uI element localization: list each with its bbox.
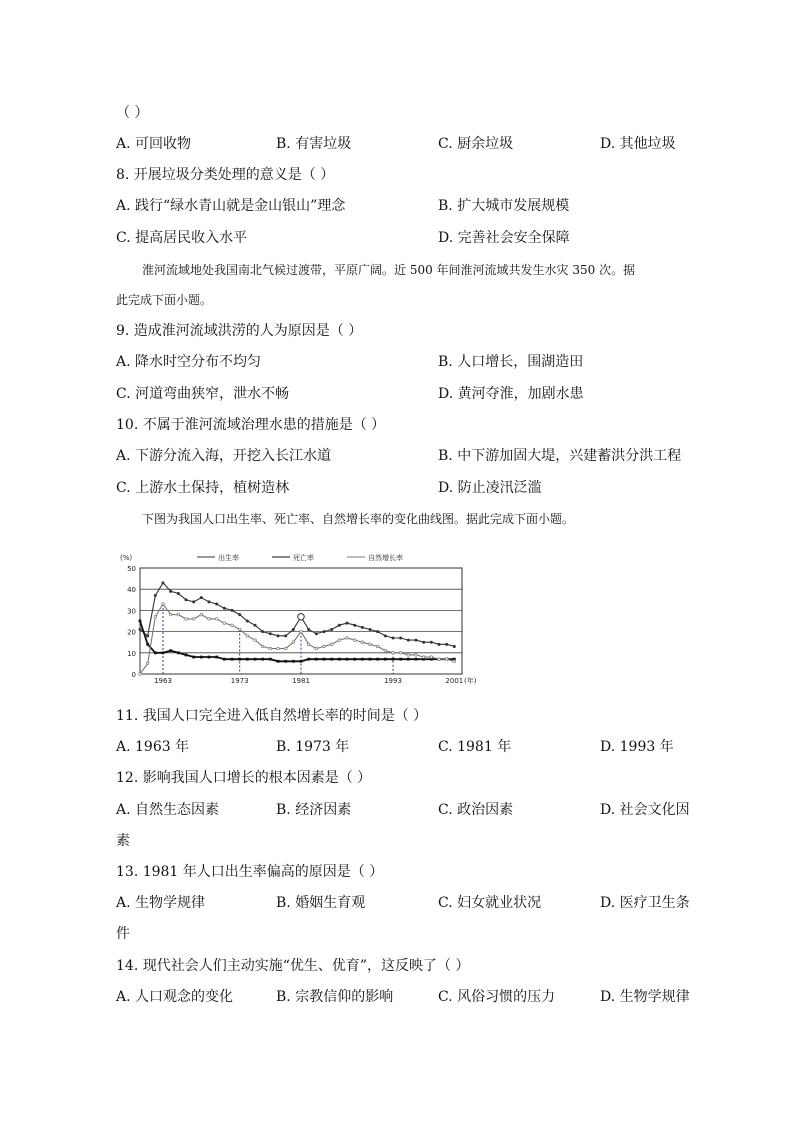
q7-option-b: B. 有害垃圾 (276, 136, 352, 152)
data-point-birth (376, 630, 379, 633)
data-point-birth (453, 645, 456, 648)
q8-option-b: B. 扩大城市发展规模 (438, 198, 570, 214)
legend-label: 死亡率 (293, 554, 314, 562)
q13-option-d: D. 医疗卫生条 (600, 895, 690, 911)
data-point-growth (277, 647, 280, 650)
data-point-growth (361, 641, 364, 644)
passage-population-line1: 下图为我国人口出生率、死亡率、自然增长率的变化曲线图。据此完成下面小题。 (142, 512, 575, 526)
data-point-birth (284, 634, 287, 637)
q14-option-c: C. 风俗习惯的压力 (438, 989, 556, 1005)
data-point-death (361, 658, 364, 661)
data-point-birth (277, 634, 280, 637)
data-point-growth (292, 641, 295, 644)
data-point-death (330, 658, 333, 661)
data-point-death (353, 658, 356, 661)
data-point-birth (162, 581, 165, 584)
data-point-death (392, 658, 395, 661)
data-point-growth (438, 658, 441, 661)
q13-option-b: B. 婚姻生育观 (276, 895, 366, 911)
data-point-birth (338, 624, 341, 627)
data-point-death (162, 651, 165, 654)
x-tick-label: 1963 (154, 677, 172, 685)
q11-option-a: A. 1963 年 (116, 739, 190, 755)
data-point-death (399, 658, 402, 661)
data-point-birth (215, 603, 218, 606)
data-point-death (300, 660, 303, 663)
data-point-death (208, 656, 211, 659)
data-point-birth (399, 636, 402, 639)
data-point-birth (146, 634, 149, 637)
data-point-growth (223, 622, 226, 625)
data-point-death (185, 654, 188, 657)
q7-option-d: D. 其他垃圾 (600, 136, 676, 152)
data-point-death (277, 660, 280, 663)
q8-option-d: D. 完善社会安全保障 (438, 230, 570, 246)
data-point-birth (223, 607, 226, 610)
q11-option-d: D. 1993 年 (600, 739, 674, 755)
data-point-growth (422, 656, 425, 659)
y-axis-label: (%) (120, 554, 133, 562)
q11-option-c: C. 1981 年 (438, 739, 512, 755)
data-point-death (246, 658, 249, 661)
data-point-death (307, 658, 310, 661)
data-point-death (292, 660, 295, 663)
data-point-birth (139, 628, 142, 631)
q14-option-b: B. 宗教信仰的影响 (276, 989, 394, 1005)
data-point-death (346, 658, 349, 661)
data-point-growth (369, 643, 372, 646)
data-point-birth (246, 620, 249, 623)
data-point-growth (169, 613, 172, 616)
series-line (140, 604, 454, 674)
y-tick-label: 20 (127, 628, 136, 637)
q12-option-a: A. 自然生态因素 (116, 802, 220, 818)
x-tick-label: 2001 (445, 677, 464, 685)
data-point-growth (407, 654, 410, 657)
data-point-growth (376, 645, 379, 648)
q14-option-a: A. 人口观念的变化 (116, 989, 234, 1005)
plot-frame (140, 568, 462, 674)
data-point-death (323, 658, 326, 661)
data-point-growth (246, 635, 249, 638)
q10-stem: 10. 不属于淮河流域治理水患的措施是（ ） (116, 417, 386, 433)
data-point-growth (238, 628, 241, 631)
data-point-death (200, 656, 203, 659)
data-point-growth (185, 618, 188, 621)
data-point-death (369, 658, 372, 661)
q12-option-c: C. 政治因素 (438, 802, 514, 818)
y-tick-label: 0 (131, 671, 136, 679)
data-point-birth (169, 590, 172, 593)
data-point-growth (261, 645, 264, 648)
q8-option-a: A. 践行“绿水青山就是金山银山”理念 (116, 198, 346, 214)
data-point-growth (254, 639, 257, 642)
q7-option-a: A. 可回收物 (116, 136, 192, 152)
data-point-growth (445, 658, 448, 661)
data-point-birth (361, 626, 364, 629)
q13-stem: 13. 1981 年人口出生率偏高的原因是（ ） (116, 864, 384, 880)
x-tick-label: 1981 (292, 677, 310, 685)
data-point-death (415, 658, 418, 661)
data-point-growth (399, 652, 402, 655)
data-point-death (223, 658, 226, 661)
data-point-birth (323, 630, 326, 633)
data-point-growth (315, 647, 318, 650)
data-point-death (215, 656, 218, 659)
x-tick-label: 1973 (230, 677, 249, 685)
data-point-death (376, 658, 379, 661)
q7-option-c: C. 厨余垃圾 (438, 136, 514, 152)
x-tick-label: 1993 (384, 677, 402, 685)
q13-option-c: C. 妇女就业状况 (438, 895, 542, 911)
data-point-growth (330, 643, 333, 646)
data-point-birth (315, 632, 318, 635)
data-point-birth (407, 639, 410, 642)
q14-stem: 14. 现代社会人们主动实施“优生、优育”，这反映了（ ） (116, 958, 470, 974)
data-point-growth (208, 618, 211, 621)
data-point-death (338, 658, 341, 661)
data-point-birth (346, 622, 349, 625)
legend-label: 自然增长率 (368, 554, 403, 562)
data-point-birth (292, 628, 295, 631)
data-point-birth (438, 643, 441, 646)
y-tick-label: 30 (127, 607, 136, 616)
q10-option-b: B. 中下游加固大堤，兴建蓄洪分洪工程 (438, 448, 682, 464)
q9-option-d: D. 黄河夺淮，加剧水患 (438, 386, 584, 402)
data-point-birth (307, 628, 310, 631)
data-point-growth (338, 639, 341, 642)
data-point-birth (415, 639, 418, 642)
q14-option-d: D. 生物学规律 (600, 989, 690, 1005)
data-point-death (169, 649, 172, 652)
data-point-growth (453, 660, 456, 663)
q11-stem: 11. 我国人口完全进入低自然增长率的时间是（ ） (116, 708, 428, 724)
data-point-birth (238, 613, 241, 616)
data-point-death (154, 651, 157, 654)
data-point-growth (146, 662, 149, 665)
passage-huaihe-line2: 此完成下面小题。 (116, 293, 213, 307)
data-point-birth (254, 624, 257, 627)
data-point-growth (430, 656, 433, 659)
data-point-growth (323, 645, 326, 648)
data-point-death (284, 660, 287, 663)
q9-option-a: A. 降水时空分布不均匀 (116, 354, 262, 370)
data-point-birth (330, 628, 333, 631)
data-point-birth (261, 630, 264, 633)
data-point-birth (384, 634, 387, 637)
data-point-death (192, 656, 195, 659)
q8-option-c: C. 提高居民收入水平 (116, 230, 248, 246)
data-point-growth (154, 615, 157, 618)
data-point-birth (430, 641, 433, 644)
q12-option-d: D. 社会文化因 (600, 802, 690, 818)
q10-option-c: C. 上游水土保持，植树造林 (116, 480, 290, 496)
data-point-growth (392, 652, 395, 655)
data-point-growth (384, 649, 387, 652)
data-point-birth (208, 600, 211, 603)
q10-option-d: D. 防止凌汛泛滥 (438, 480, 542, 496)
data-point-birth (392, 636, 395, 639)
x-axis-label: (年) (464, 677, 477, 685)
q9-option-b: B. 人口增长，围湖造田 (438, 354, 584, 370)
y-tick-label: 50 (127, 565, 136, 573)
data-point-birth (192, 600, 195, 603)
q9-option-c: C. 河道弯曲狭窄，泄水不畅 (116, 386, 290, 402)
data-point-death (384, 658, 387, 661)
data-point-birth (185, 598, 188, 601)
q9-stem: 9. 造成淮河流域洪涝的人为原因是（ ） (116, 323, 363, 339)
data-point-birth (231, 609, 234, 612)
q12-stem: 12. 影响我国人口增长的根本因素是（ ） (116, 770, 372, 786)
data-point-death (407, 658, 410, 661)
peak-marker-1981 (298, 614, 304, 620)
data-point-death (254, 658, 257, 661)
q13-option-a: A. 生物学规律 (116, 895, 206, 911)
data-point-death (146, 643, 149, 646)
data-point-birth (269, 632, 272, 635)
data-point-growth (300, 630, 303, 633)
y-tick-label: 40 (127, 586, 136, 595)
data-point-growth (200, 613, 203, 616)
data-point-growth (192, 618, 195, 621)
legend-label: 出生率 (218, 554, 239, 562)
q13-option-d-wrap: 件 (116, 926, 130, 942)
data-point-birth (369, 628, 372, 631)
data-point-birth (422, 641, 425, 644)
data-point-growth (177, 613, 180, 616)
q8-stem: 8. 开展垃圾分类处理的意义是（ ） (116, 167, 335, 183)
data-point-growth (215, 618, 218, 621)
data-point-death (139, 620, 142, 623)
y-tick-label: 10 (127, 649, 136, 658)
q10-option-a: A. 下游分流入海，开挖入长江水道 (116, 448, 332, 464)
data-point-birth (200, 596, 203, 599)
q12-option-b: B. 经济因素 (276, 802, 352, 818)
data-point-birth (353, 624, 356, 627)
data-point-growth (269, 647, 272, 650)
data-point-growth (139, 673, 142, 676)
data-point-death (315, 658, 318, 661)
data-point-birth (177, 592, 180, 595)
q12-option-d-wrap: 素 (116, 833, 130, 849)
passage-huaihe-line1: 淮河流域地处我国南北气候过渡带，平原广阔。近 500 年间淮河流域共发生水灾 350 次。据 (142, 263, 636, 277)
population-rate-chart (112, 548, 482, 688)
data-point-growth (415, 654, 418, 657)
data-point-growth (346, 637, 349, 640)
data-point-death (177, 651, 180, 654)
population-rate-chart-svg (112, 548, 482, 688)
data-point-growth (284, 647, 287, 650)
data-point-growth (353, 639, 356, 642)
q11-option-b: B. 1973 年 (276, 739, 350, 755)
q7-stem-tail: （ ） (116, 105, 149, 121)
data-point-growth (162, 603, 165, 606)
data-point-death (238, 658, 241, 661)
data-point-birth (154, 594, 157, 597)
data-point-death (231, 658, 234, 661)
data-point-death (269, 658, 272, 661)
data-point-growth (231, 624, 234, 627)
data-point-growth (307, 643, 310, 646)
data-point-birth (445, 643, 448, 646)
data-point-death (261, 658, 264, 661)
